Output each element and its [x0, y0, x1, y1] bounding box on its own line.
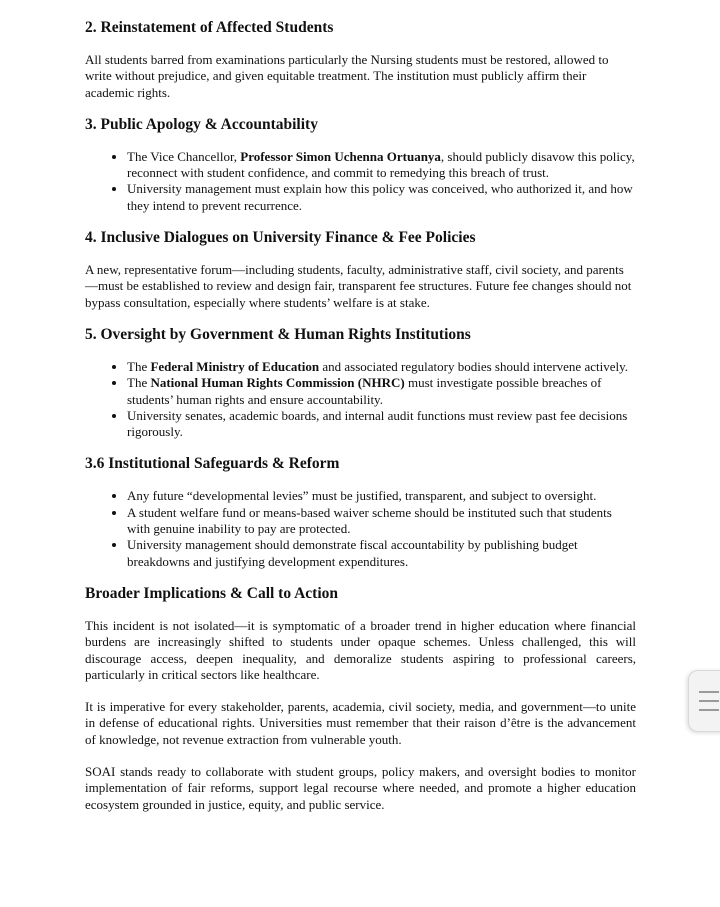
bullet-list-safeguards [85, 488, 636, 569]
list-item: • University senates, academic boards, and internal audit functions must review past fee decisions rigorously. [127, 408, 636, 441]
scroll-handle[interactable] [688, 670, 720, 732]
section-paragraph-dialogues: A new, representative forum—including students, faculty, administrative staff, civil society, and parents—must be established to review and design fair, transparent fee structures. Future fee changes should not bypass consultation, especially where students’ welfare is at stake. [85, 262, 632, 310]
broader-paragraph-1: This incident is not isolated—it is symptomatic of a broader trend in higher education where financial burdens are increasingly shifted to students under opaque schemes. Unless challenged, this will discourage access, deepen inequality, and demoralize students aspiring to professional careers, particularly in critical sectors like healthcare. [85, 617, 636, 682]
list-item: • University management must explain how this policy was conceived, who authorized it, and how they intend to prevent recurrence. [127, 181, 636, 214]
list-item: • The Federal Ministry of Education and associated regulatory bodies should intervene actively. [127, 359, 636, 375]
broader-paragraph-3: SOAI stands ready to collaborate with student groups, policy makers, and oversight bodies to monitor implementation of fair reforms, support legal recourse where needed, and promote a higher education ecosystem grounded in justice, equity, and public service. [85, 764, 636, 812]
bullet-list-oversight [85, 359, 636, 440]
section-heading-dialogues: 4. Inclusive Dialogues on University Finance & Fee Policies [85, 229, 476, 247]
list-item: • A student welfare fund or means-based waiver scheme should be instituted such that students with genuine inability to pay are protected. [127, 505, 636, 538]
list-item: • The Vice Chancellor, Professor Simon Uchenna Ortuanya, should publicly disavow this policy, reconnect with student confidence, and commit to remedying this breach of trust. [127, 149, 636, 182]
list-item: • Any future “developmental levies” must be justified, transparent, and subject to oversight. [127, 488, 636, 504]
broader-paragraph-2: It is imperative for every stakeholder, parents, academia, civil society, media, and government—to unite in defense of educational rights. Universities must remember that their raison d’être is the advancement of knowledge, not revenue extraction from vulnerable youth. [85, 699, 636, 747]
list-item: • University management should demonstrate fiscal accountability by publishing budget breakdowns and justifying development expenditures. [127, 537, 636, 570]
document-page [85, 18, 636, 813]
section-heading-broader: Broader Implications & Call to Action [85, 584, 339, 602]
list-item: • The National Human Rights Commission (NHRC) must investigate possible breaches of students’ human rights and ensure accountability. [127, 375, 636, 408]
bullet-list-apology [85, 149, 636, 214]
section-paragraph-reinstatement: All students barred from examinations particularly the Nursing students must be restored, allowed to write without prejudice, and given equitable treatment. The institution must publicly affirm their academic rights. [85, 52, 609, 100]
section-heading-oversight: 5. Oversight by Government & Human Rights Institutions [85, 325, 471, 343]
section-heading-apology: 3. Public Apology & Accountability [85, 115, 318, 133]
section-heading-safeguards: 3.6 Institutional Safeguards & Reform [85, 455, 340, 473]
section-heading-reinstatement: 2. Reinstatement of Affected Students [85, 19, 334, 36]
